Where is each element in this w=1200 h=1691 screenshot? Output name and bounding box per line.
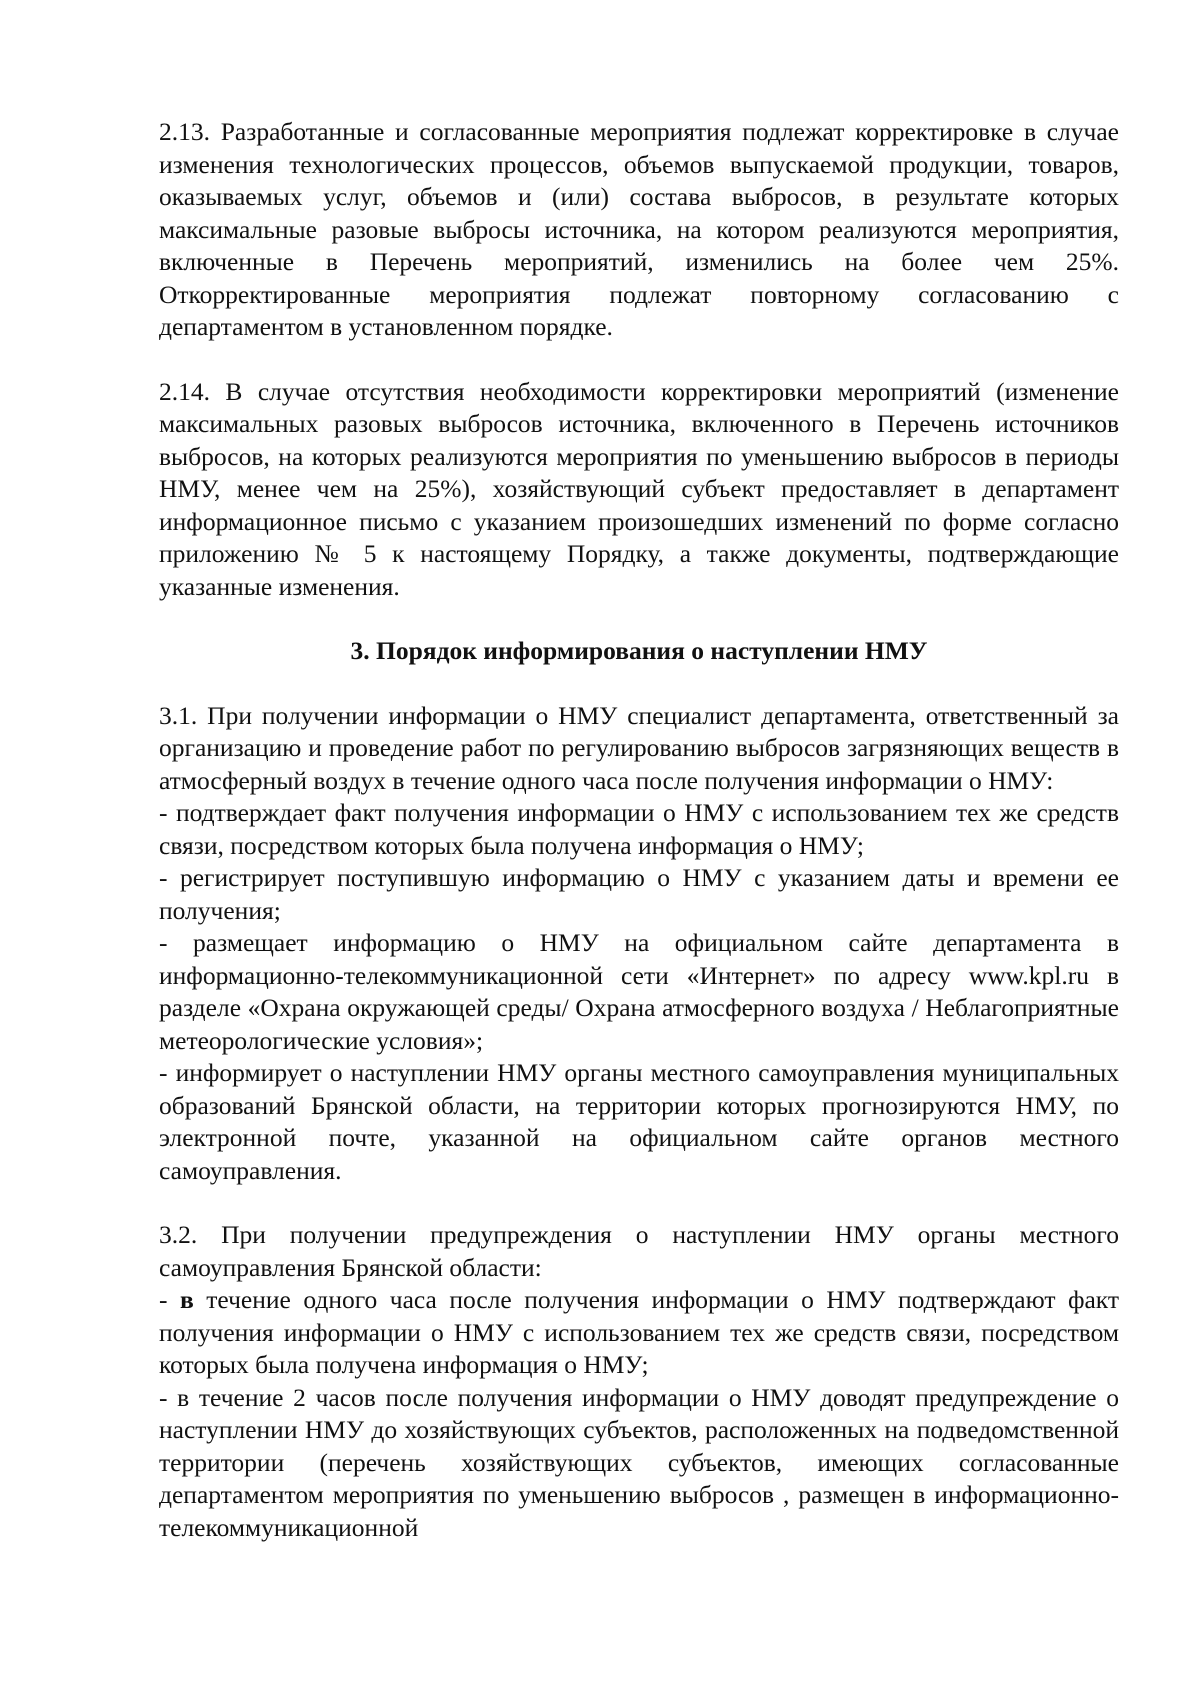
paragraph-gap	[159, 603, 1119, 635]
paragraph-3-2	[159, 1219, 1119, 1544]
paragraph-3-1	[159, 700, 1119, 1188]
paragraph-3-2-intro: 3.2. При получении предупреждения о наступлении НМУ органы местного самоуправления Брянской области:	[159, 1220, 1119, 1282]
paragraph-gap	[159, 344, 1119, 376]
paragraph-2-13: 2.13. Разработанные и согласованные мероприятия подлежат корректировке в случае изменения технологических процессов, объемов выпускаемой продукции, товаров, оказываемых услуг, объемов и (или) состава выбросов, в результате которых максимальные разовые выбросы источника, на котором реализуются мероприятия, включенные в Перечень мероприятий, изменились на более чем 25%. Откорректированные мероприятия подлежат повторному согласованию с департаментом в установленном порядке.	[159, 117, 1119, 341]
list-item-text: течение одного часа после получения информации о НМУ подтверждают факт получения информации о НМУ с использованием тех же средств связи, посредством которых была получена информация о НМУ;	[159, 1285, 1119, 1379]
paragraph-gap	[159, 668, 1119, 700]
list-item: - информирует о наступлении НМУ органы местного самоуправления муниципальных образований Брянской области, на территории которых прогнозируются НМУ, по электронной почте, указанной на официальном сайте органов местного самоуправления.	[159, 1058, 1119, 1185]
list-item-bold-letter: в	[179, 1285, 194, 1314]
paragraph-2-14: 2.14. В случае отсутствия необходимости корректировки мероприятий (изменение максимальных разовых выбросов источника, включенного в Перечень источников выбросов, на которых реализуются мероприятия по уменьшению выбросов в периоды НМУ, менее чем на 25%), хозяйствующий субъект предоставляет в департамент информационное письмо с указанием произошедших изменений по форме согласно приложению № 5 к настоящему Порядку, а также документы, подтверждающие указанные изменения.	[159, 376, 1119, 601]
paragraph-gap	[159, 1187, 1119, 1219]
section-3-heading: 3. Порядок информирования о наступлении НМУ	[350, 636, 928, 665]
list-item: - регистрирует поступившую информацию о НМУ с указанием даты и времени ее получения;	[159, 863, 1119, 925]
list-item: - в течение 2 часов после получения информации о НМУ доводят предупреждение о наступлении НМУ до хозяйствующих субъектов, расположенных на подведомственной территории (перечень хозяйствующих субъектов, имеющих согласованные департаментом мероприятия по уменьшению выбросов , размещен в информационно-телекоммуникационной	[159, 1382, 1119, 1542]
list-item	[159, 1284, 1119, 1382]
document-page	[159, 116, 1119, 1544]
list-item: - подтверждает факт получения информации о НМУ с использованием тех же средств связи, посредством которых была получена информация о НМУ;	[159, 798, 1119, 860]
list-item-dash: -	[159, 1285, 180, 1314]
paragraph-3-1-intro: 3.1. При получении информации о НМУ специалист департамента, ответственный за организацию и проведение работ по регулированию выбросов загрязняющих веществ в атмосферный воздух в течение одного часа после получения информации о НМУ:	[159, 700, 1119, 795]
list-item: - размещает информацию о НМУ на официальном сайте департамента в информационно-телекоммуникационной сети «Интернет» по адресу www.kpl.ru в разделе «Охрана окружающей среды/ Охрана атмосферного воздуха / Неблагоприятные метеорологические условия»;	[159, 928, 1119, 1055]
